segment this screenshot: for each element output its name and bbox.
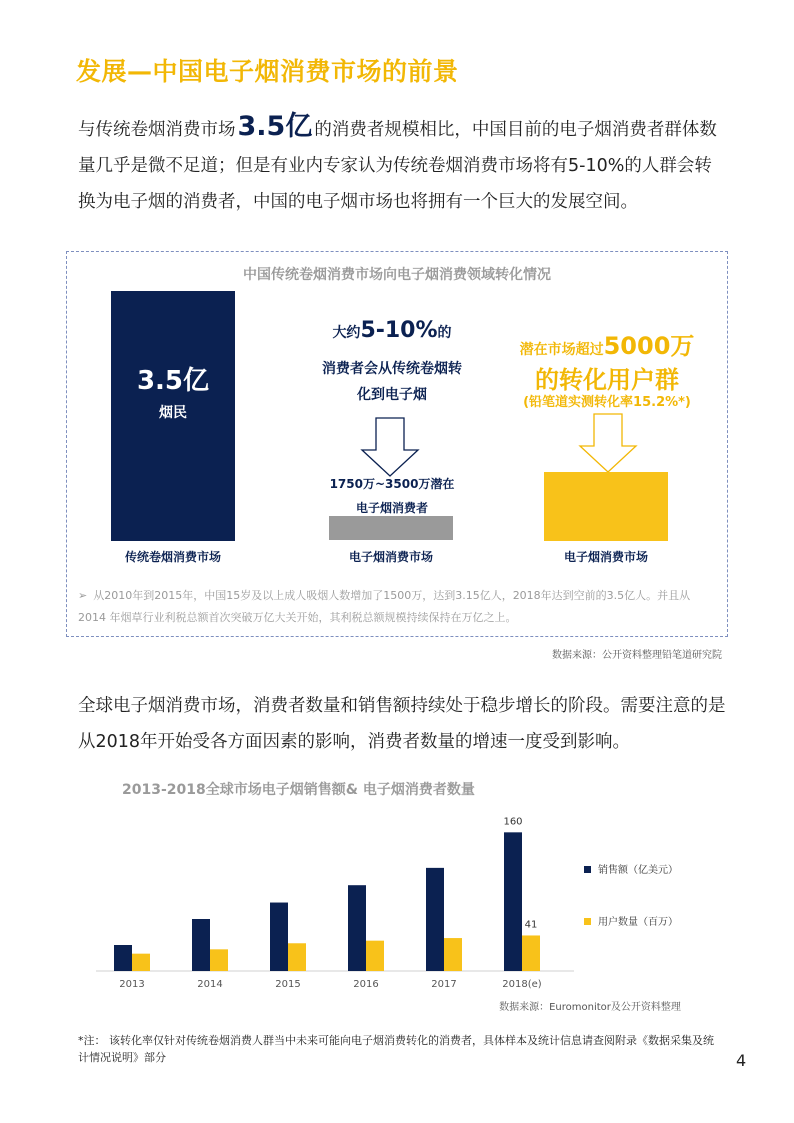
down-arrow-icon (360, 416, 420, 478)
down-arrow-icon-right (578, 412, 638, 474)
bar-users-2015 (288, 943, 306, 971)
smokers-number: 3.5亿 (136, 366, 210, 396)
x-tick-label: 2015 (275, 979, 301, 990)
ecig-market-label-right: 电子烟消费市场 (563, 550, 648, 564)
conversion-rate-text (306, 318, 478, 346)
x-tick-label: 2013 (119, 979, 145, 990)
bar-sales-2014 (192, 919, 210, 971)
bar-sales-2016 (348, 885, 366, 971)
intro-paragraph (78, 109, 728, 220)
x-tick-label: 2017 (431, 979, 457, 990)
bar-sales-2013 (114, 945, 132, 971)
potential-users-line1: 1750万~3500万潜在 (329, 477, 455, 491)
infographic-source: 数据来源：公开资料整理铅笔道研究院 (552, 650, 722, 661)
conversion-pre: 大约 (332, 325, 361, 341)
x-tick-label: 2016 (353, 979, 379, 990)
page-title: 发展—中国电子烟消费市场的前景 (76, 57, 459, 86)
x-tick-label: 2018(e) (502, 979, 542, 990)
data-label: 41 (524, 919, 538, 931)
potential-market-text (496, 326, 718, 361)
data-label: 160 (503, 816, 523, 828)
intro-highlight: 3.5亿 (237, 111, 313, 142)
bar-sales-2015 (270, 903, 288, 971)
x-tick-label: 2014 (197, 979, 223, 990)
current-ecig-market-bar (329, 516, 453, 540)
infographic-title: 中国传统卷烟消费市场向电子烟消费领域转化情况 (243, 267, 551, 283)
conversion-post: 的 (437, 325, 452, 341)
intro-text-pre: 与传统卷烟消费市场 (78, 120, 236, 140)
intro-text-post: 的消费者规模相比，中国目前的电子烟消费者群体数量几乎是微不足道；但是有业内专家认为传统卷烟消费市场将有5-10%的人群会转换为电子烟的消费者，中国的电子烟市场也将拥有一个巨大的发展空间。 (78, 120, 717, 212)
footnote: *注： 该转化率仅针对传统卷烟消费人群当中未来可能向电子烟消费转化的消费者，具体样本及统计信息请查阅附录《数据采集及统计情况说明》部分 (78, 1034, 714, 1064)
legend-swatch (584, 918, 591, 925)
conversion-highlight: 5-10% (360, 318, 438, 343)
potential-market-highlight: 5000万 (603, 332, 695, 360)
potential-users-line2: 电子烟消费者 (355, 501, 428, 515)
legend-swatch (584, 866, 591, 873)
conversion-group-text: 的转化用户群 (535, 366, 679, 394)
measured-conversion-rate: (铅笔道实测转化率15.2%*) (523, 395, 691, 410)
market-paragraph: 全球电子烟消费市场，消费者数量和销售额持续处于稳步增长的阶段。需要注意的是从2018年开始受各方面因素的影响，消费者数量的增速一度受到影响。 (78, 696, 726, 752)
legend-label: 用户数量（百万） (598, 917, 678, 928)
infographic-note (78, 585, 718, 629)
page-number: 4 (736, 1051, 747, 1070)
chart-source: 数据来源：Euromonitor及公开资料整理 (499, 1002, 681, 1013)
conversion-line2: 消费者会从传统卷烟转 (322, 361, 462, 377)
ecig-market-label-mid: 电子烟消费市场 (348, 550, 433, 564)
chart-title: 2013-2018全球市场电子烟销售额& 电子烟消费者数量 (122, 782, 475, 798)
bar-sales-2017 (426, 868, 444, 971)
bar-users-2014 (210, 949, 228, 971)
legend-label: 销售额（亿美元） (598, 865, 678, 876)
bar-sales-2018(e) (504, 832, 522, 971)
note-text: 从2010年到2015年，中国15岁及以上成人吸烟人数增加了1500万，达到3.15亿人，2018年达到空前的3.5亿人。并且从2014 年烟草行业利税总额首次突破万亿大关开始，其利税总额规模持续保持在万亿之上。 (78, 589, 691, 624)
bullet-arrow-icon: ➢ (78, 589, 88, 602)
bar-users-2017 (444, 938, 462, 971)
traditional-market-label: 传统卷烟消费市场 (124, 550, 221, 564)
smokers-label: 烟民 (159, 405, 187, 421)
conversion-line3: 化到电子烟 (357, 387, 427, 403)
bar-users-2013 (132, 954, 150, 971)
bar-users-2016 (366, 941, 384, 971)
potential-market-block (544, 472, 668, 541)
bar-users-2018(e) (522, 935, 540, 971)
sales-users-chart (96, 800, 716, 1000)
potential-market-pre: 潜在市场超过 (519, 342, 604, 358)
